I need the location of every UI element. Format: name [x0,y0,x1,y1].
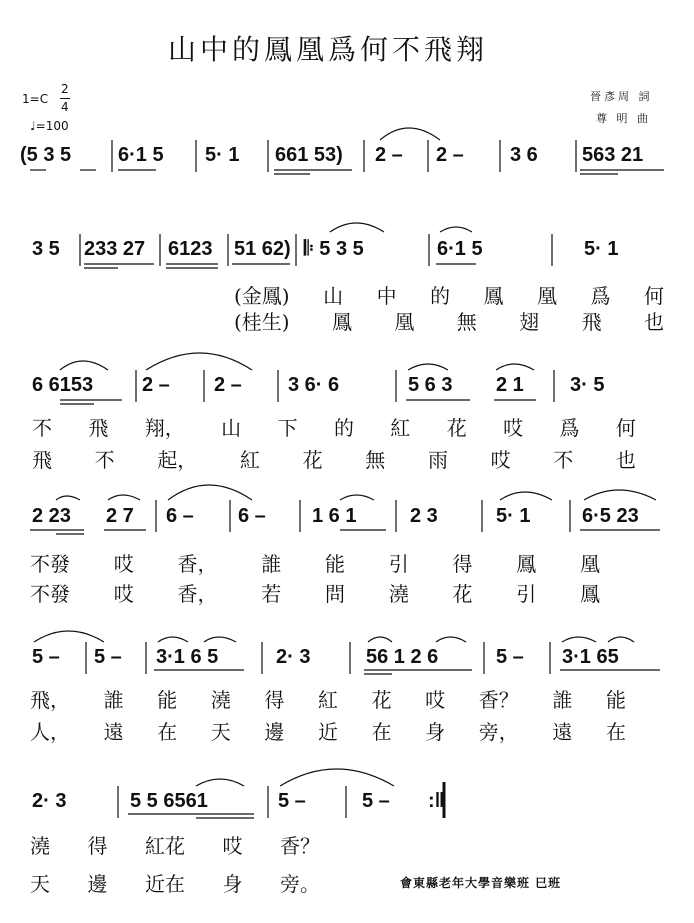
slur [204,637,236,642]
system-1-seg-5: 2 – [375,144,403,166]
slur [168,485,252,500]
syllable: 飛 [581,310,602,334]
syllable: 哎 [113,582,134,606]
time-signature-top: 2 [61,82,69,96]
syllable: 山 [221,416,242,440]
syllable: 引 [388,552,409,576]
slur [280,769,394,786]
syllable: 花 [302,448,323,472]
system-2-seg-3: 6123 [168,238,213,260]
syllable: 爲 [559,416,580,440]
syllable: 身 [222,872,243,896]
syllable: 無 [365,448,386,472]
slur [584,490,656,500]
system-4-seg-3: 6 – [166,505,194,527]
syllable: 紅 [317,688,338,712]
tempo-note-icon: ♩ [30,119,36,133]
repeat-end-mark: :‖ [428,790,445,812]
system-2-seg-4: 51 62) [234,238,291,260]
system-2-seg-1: 3 5 [32,238,60,260]
syllable: 哎 [490,448,511,472]
syllable: 也 [643,310,664,334]
syllable: 香？ [280,834,320,858]
syllable: 澆 [210,688,231,712]
syllable: 遠 [552,720,573,744]
slur [146,353,252,370]
system-4-seg-8: 6·5 23 [582,505,639,527]
syllable: 下 [277,416,298,440]
system-3-seg-1: 6 6153 [32,374,94,396]
syllable: 不 [32,416,52,440]
tempo-value: =100 [35,119,69,133]
system-1-seg-7: 3 6 [510,144,538,166]
syllable: (金鳳) [234,284,290,308]
syllable: 在 [371,720,392,744]
slur [380,128,440,140]
slur [496,364,534,370]
system-1-seg-3: 5· 1 [205,144,240,166]
system-6-seg-2: 5 5 6561 [130,790,208,812]
system-1-seg-8: 563 21 [582,144,644,166]
syllable: 不發 [30,582,70,606]
syllable: 中 [376,284,397,308]
syllable: 引 [516,582,537,606]
syllable: 誰 [552,688,573,712]
syllable: 鳳 [580,582,600,606]
syllable: 香， [177,582,218,606]
system-5-seg-4: 2· 3 [276,646,311,668]
composer-credit: 尊 明 曲 [596,112,651,125]
syllable: 天 [210,720,231,744]
system-2-seg-6: 6·1 5 [437,238,483,260]
system-1-seg-1: (5 3 5 [20,144,72,166]
syllable: 在 [157,720,178,744]
footer-credit: 會東縣老年大學音樂班 巳班 [400,876,562,890]
syllable: 無 [456,310,477,334]
syllable: 飛 [88,416,109,440]
syllable: 旁。 [280,872,320,896]
system-1-seg-4: 661 53) [275,144,343,166]
syllable: 鳳 [516,552,537,576]
system-5-seg-6: 5 – [496,646,524,668]
syllable: 雨 [427,448,448,472]
syllable: 誰 [261,552,282,576]
syllable: 邊 [264,720,285,744]
system-5-seg-1: 5 – [32,646,60,668]
syllable: 近在 [145,872,185,896]
system-3-seg-4: 3 6· 6 [288,374,340,396]
system-5-seg-3: 3·1 6 5 [156,646,219,668]
syllable: 問 [325,582,345,606]
slur [34,631,104,642]
syllable: 凰 [537,284,558,308]
slur [500,492,552,500]
system-6-seg-4: 5 – [362,790,390,812]
syllable: 不發 [30,552,70,576]
system-4-seg-7: 5· 1 [496,505,531,527]
syllable: 起， [157,448,198,472]
syllable: 能 [157,688,178,712]
syllable: 花 [452,582,473,606]
system-6-seg-3: 5 – [278,790,306,812]
syllable: 香， [177,552,218,576]
syllable: 的 [333,416,354,440]
system-4-seg-2: 2 7 [106,505,134,527]
syllable: 鳳 [332,310,352,334]
system-4-seg-1: 2 23 [32,505,71,527]
syllable: 天 [30,872,50,896]
time-signature-bottom: 4 [61,100,69,114]
system-4-seg-5: 1 6 1 [312,505,357,527]
system-3-seg-6: 2 1 [496,374,524,396]
syllable: 能 [605,688,626,712]
syllable: 在 [605,720,626,744]
slur [368,637,392,642]
syllable: 山 [323,284,344,308]
syllable: 的 [430,284,451,308]
system-3-seg-7: 3· 5 [570,374,605,396]
syllable: 不 [553,448,574,472]
slur [330,223,384,232]
syllable: 得 [264,688,285,712]
syllable: 何 [615,416,636,440]
syllable: 哎 [113,552,134,576]
syllable: 近 [317,720,338,744]
slur [60,361,108,370]
system-2-seg-5: 𝄆 5 3 5 [304,238,364,260]
syllable: 澆 [388,582,409,606]
syllable: 身 [425,720,446,744]
slur [408,364,448,370]
system-1-seg-2: 6·1 5 [118,144,164,166]
system-3-seg-3: 2 – [214,374,242,396]
syllable: 花 [371,688,392,712]
slur [436,637,466,642]
system-3-seg-2: 2 – [142,374,170,396]
syllable: 鳳 [483,284,504,308]
syllable: 邊 [87,872,108,896]
syllable: 凰 [580,552,600,576]
syllable: 飛 [32,448,52,472]
slur [56,496,80,500]
syllable: 得 [87,834,108,858]
system-5-seg-7: 3·1 65 [562,646,619,668]
syllable: 凰 [394,310,415,334]
syllable: 香？ [478,688,519,712]
syllable: 何 [644,284,664,308]
syllable: 哎 [425,688,446,712]
syllable: 哎 [503,416,524,440]
slur [608,637,634,642]
syllable: 飛， [30,688,70,712]
syllable: 爲 [590,284,611,308]
system-4-seg-4: 6 – [238,505,266,527]
system-1-seg-6: 2 – [436,144,464,166]
syllable: 若 [261,582,282,606]
syllable: 翅 [519,310,540,334]
syllable: (桂生) [234,310,290,334]
system-5-seg-2: 5 – [94,646,122,668]
syllable: 翔， [144,416,185,440]
slur [158,637,188,642]
syllable: 澆 [30,834,50,858]
slur [440,227,472,232]
system-4-seg-6: 2 3 [410,505,438,527]
lyricist-credit: 晉彥周 詞 [590,90,653,103]
system-5-seg-5: 56 1 2 6 [366,646,439,668]
syllable: 花 [446,416,467,440]
key-signature: 1=C [22,92,49,106]
syllable: 紅 [239,448,260,472]
syllable: 得 [452,552,473,576]
syllable: 不 [94,448,115,472]
syllable: 能 [325,552,345,576]
system-2-seg-7: 5· 1 [584,238,619,260]
syllable: 哎 [222,834,243,858]
slur [108,495,140,500]
slur [562,637,596,642]
system-3-seg-5: 5 6 3 [408,374,453,396]
syllable: 遠 [103,720,124,744]
syllable: 旁， [478,720,519,744]
syllable: 紅 [390,416,411,440]
slur [340,495,374,500]
slur [196,779,244,786]
syllable: 人， [30,720,70,744]
syllable: 誰 [103,688,124,712]
syllable: 紅花 [145,834,185,858]
song-title: 山中的鳳凰爲何不飛翔 [168,33,489,66]
system-2-seg-2: 233 27 [84,238,146,260]
system-6-seg-1: 2· 3 [32,790,67,812]
syllable: 也 [615,448,636,472]
